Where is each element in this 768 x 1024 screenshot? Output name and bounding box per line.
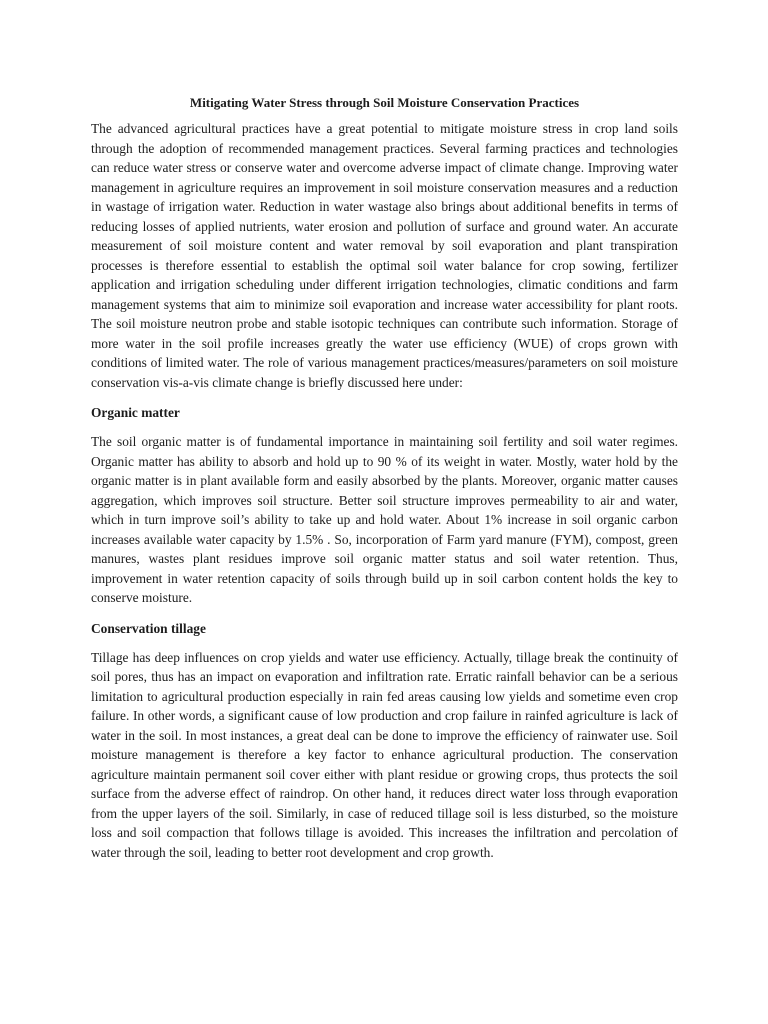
section-body-conservation-tillage: Tillage has deep influences on crop yields and water use efficiency. Actually, tillage break the continuity of soil pores, thus has an impact on evaporation and infiltration rate. Erratic rainfall behavior can be a serious limitation to agricultural production especially in rain fed areas causing low yields and sometime even crop failure. In other words, a significant cause of low production and crop failure in rainfed agriculture is lack of water in the soil. In most instances, a great deal can be done to improve the efficiency of rainwater use. Soil moisture management is therefore a key factor to enhance agricultural production. The conservation agriculture maintain permanent soil cover either with plant residue or growing crops, thus protects the soil surface from the adverse effect of raindrop. On other hand, it reduces direct water loss through evaporation from the upper layers of the soil. Similarly, in case of reduced tillage soil is less disturbed, so the moisture loss and soil compaction that follows tillage is avoided. This increases the infiltration and percolation of water through the soil, leading to better root development and crop growth. (91, 649, 678, 860)
section-heading-organic-matter: Organic matter (91, 405, 180, 420)
document-title: Mitigating Water Stress through Soil Moisture Conservation Practices (189, 95, 580, 110)
document-content (91, 93, 678, 862)
intro-paragraph: The advanced agricultural practices have a great potential to mitigate moisture stress in crop land soils through the adoption of recommended management practices. Several farming practices and technologies can reduce water stress or conserve water and overcome adverse impact of climate change. Improving water management in agriculture requires an improvement in soil moisture conservation measures and a reduction in wastage of irrigation water. Reduction in water wastage also brings about additional benefits in terms of reducing losses of applied nutrients, water erosion and pollution of surface and ground water. An accurate measurement of soil moisture content and water removal by soil evaporation and plant transpiration processes is therefore essential to establish the optimal soil water balance for crop sowing, fertilizer application and irrigation scheduling under different irrigation technologies, climatic conditions and farm management systems that aim to minimize soil evaporation and increase water accessibility for plant roots. The soil moisture neutron probe and stable isotopic techniques can contribute such information. Storage of more water in the soil profile increases greatly the water use efficiency (WUE) of crops grown with conditions of limited water. The role of various management practices/measures/parameters on soil moisture conservation vis-a-vis climate change is briefly discussed here under: (91, 121, 678, 390)
section-body-organic-matter: The soil organic matter is of fundamental importance in maintaining soil fertility and soil water regimes. Organic matter has ability to absorb and hold up to 90 % of its weight in water. Mostly, water hold by the organic matter is in plant available form and easily absorbed by the plants. Moreover, organic matter causes aggregation, which improves soil structure. Better soil structure improves permeability to air and water, which in turn improve soil’s ability to take up and hold water. About 1% increase in soil organic carbon increases available water capacity by 1.5% . So, incorporation of Farm yard manure (FYM), compost, green manures, wastes plant residues improve soil organic matter status and soil water retention. Thus, improvement in water retention capacity of soils through build up in soil carbon content holds the key to conserve moisture. (91, 434, 678, 605)
section-heading-conservation-tillage: Conservation tillage (91, 620, 206, 636)
